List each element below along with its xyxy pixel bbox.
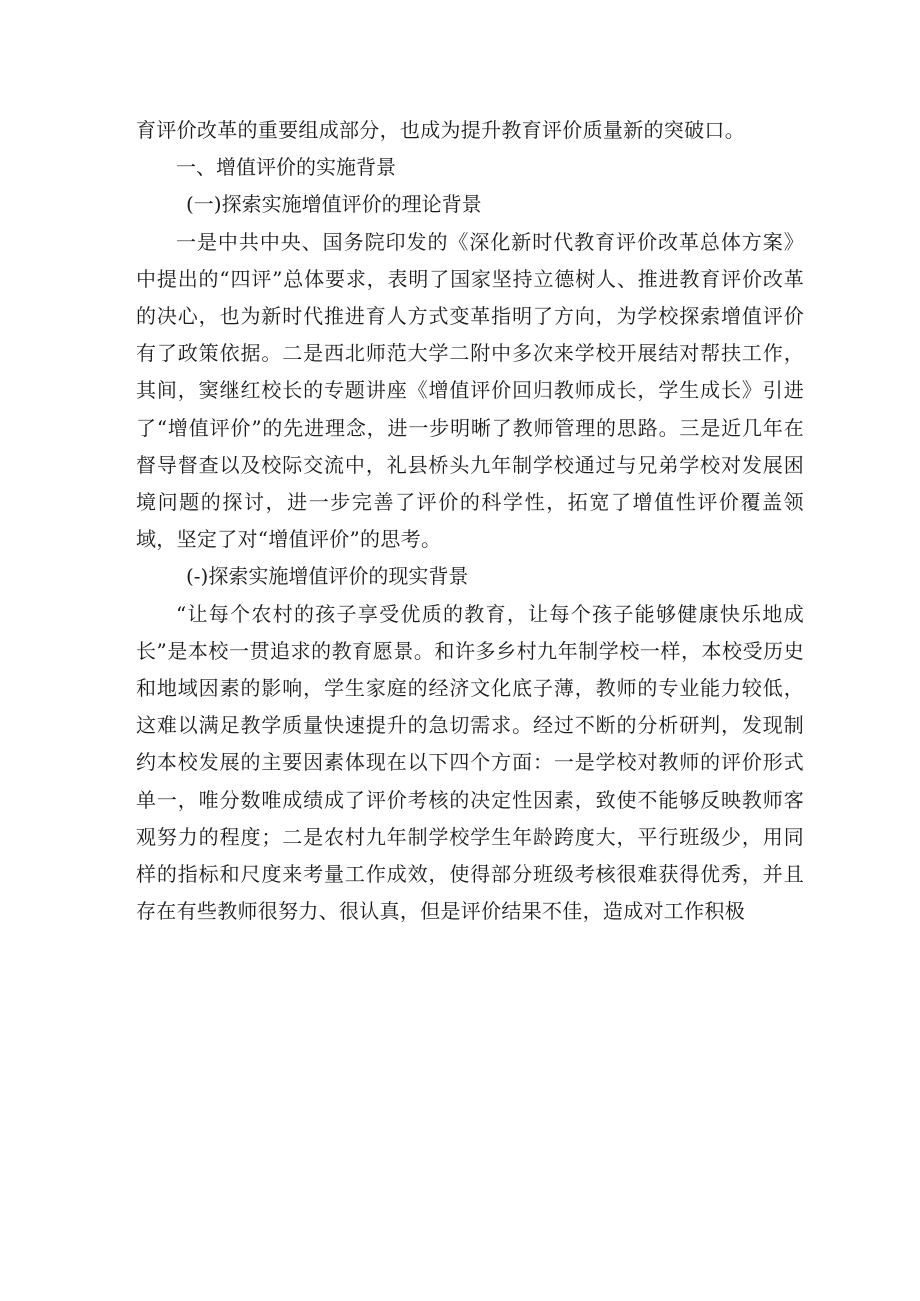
paragraph-theory-background: 一是中共中央、国务院印发的《深化新时代教育评价改革总体方案》中提出的“四评”总体要求，表明了国家坚持立德树人、推进教育评价改革的决心，也为新时代推进育人方式变革指明了方向，为学校探索增值评价有了政策依据。二是西北师范大学二附中多次来学校开展结对帮扶工作，其间，窦继红校长的专题讲座《增值评价回归教师成长，学生成长》引进了“增值评价”的先进理念，进一步明晰了教师管理的思路。三是近几年在督导督查以及校际交流中，礼县桥头九年制学校通过与兄弟学校对发展困境问题的探讨，进一步完善了评价的科学性，拓宽了增值性评价覆盖领域，坚定了对“增值评价”的思考。 [136, 229, 804, 552]
subsection-heading-reality: (-)探索实施增值评价的现实背景 [186, 564, 469, 589]
subsection-heading-theory: (一)探索实施增值评价的理论背景 [186, 192, 482, 217]
paragraph-reality-background: “让每个农村的孩子享受优质的教育，让每个孩子能够健康快乐地成长”是本校一贯追求的教育愿景。和许多乡村九年制学校一样，本校受历史和地域因素的影响，学生家庭的经济文化底子薄，教师的专业能力较低，这难以满足教学质量快速提升的急切需求。经过不断的分析研判，发现制约本校发展的主要因素体现在以下四个方面：一是学校对教师的评价形式单一，唯分数唯成绩成了评价考核的决定性因素，致使不能够反映教师客观努力的程度；二是农村九年制学校学生年龄跨度大，平行班级少，用同样的指标和尺度来考量工作成效，使得部分班级考核很难获得优秀，并且存在有些教师很努力、很认真，但是评价结果不佳，造成对工作积极 [136, 601, 804, 924]
paragraph-continuation: 育评价改革的重要组成部分，也成为提升教育评价质量新的突破口。 [136, 118, 745, 142]
document-body [136, 112, 804, 930]
section-heading: 一、增值评价的实施背景 [176, 155, 396, 180]
